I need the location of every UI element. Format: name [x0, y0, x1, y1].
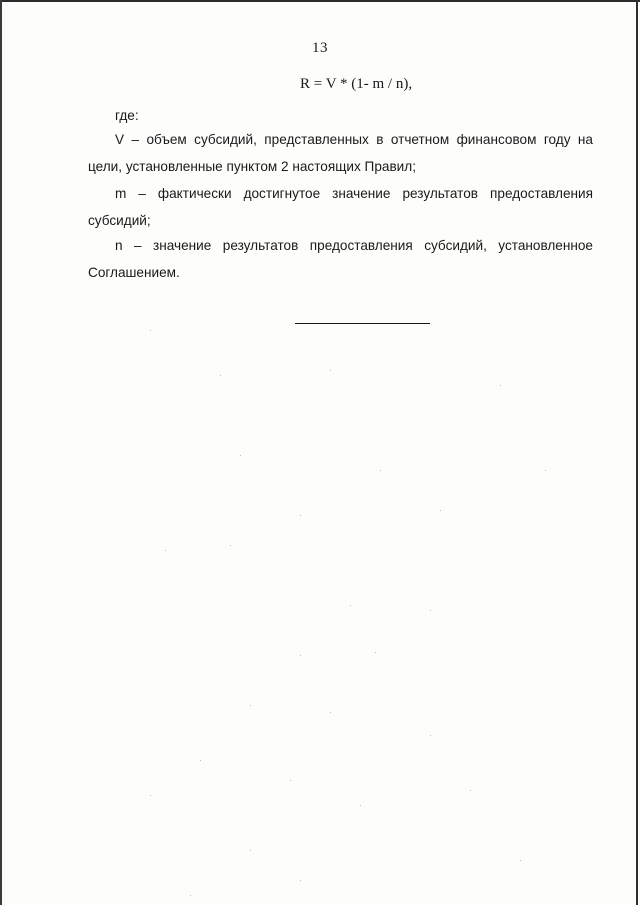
scan-speck	[150, 330, 151, 331]
scan-speck	[350, 605, 351, 606]
where-label: где:	[115, 108, 139, 123]
scan-speck	[300, 880, 301, 881]
scan-speck	[500, 385, 501, 386]
page-number: 13	[312, 40, 328, 56]
scan-speck	[230, 545, 231, 546]
paragraph-n-definition	[88, 232, 593, 286]
scan-speck	[240, 455, 241, 456]
scan-edge-right	[636, 0, 638, 905]
paragraph-text: m – фактически достигнутое значение результатов предоставления субсидий;	[88, 186, 593, 228]
scan-speck	[300, 655, 301, 656]
formula: R = V * (1- m / n),	[300, 76, 413, 92]
scan-speck	[470, 790, 471, 791]
scan-speck	[330, 370, 331, 371]
scan-speck	[150, 795, 151, 796]
scan-speck	[375, 652, 376, 653]
scan-speck	[430, 610, 431, 611]
paragraph-text: n – значение результатов предоставления субсидий, установленное Соглашением.	[88, 238, 593, 280]
scan-speck	[250, 705, 251, 706]
scan-speck	[545, 470, 546, 471]
paragraph-v-definition	[88, 126, 593, 180]
scan-speck	[430, 735, 431, 736]
scan-edge-left	[0, 0, 2, 905]
scan-speck	[190, 895, 191, 896]
scan-speck	[165, 550, 166, 551]
scan-speck	[360, 805, 361, 806]
scan-edge-top	[0, 0, 640, 2]
scan-speck	[250, 850, 251, 851]
scan-speck	[330, 712, 331, 713]
scan-speck	[290, 780, 291, 781]
scan-speck	[520, 860, 521, 861]
scan-speck	[300, 515, 301, 516]
paragraph-text: V – объем субсидий, представленных в отчетном финансовом году на цели, установленные пунктом 2 настоящих Правил;	[88, 132, 593, 174]
scan-speck	[380, 470, 381, 471]
end-divider-line	[295, 323, 430, 324]
scan-speck	[440, 510, 441, 511]
scan-speck	[200, 760, 201, 761]
scan-speck	[220, 375, 221, 376]
paragraph-m-definition	[88, 180, 593, 234]
